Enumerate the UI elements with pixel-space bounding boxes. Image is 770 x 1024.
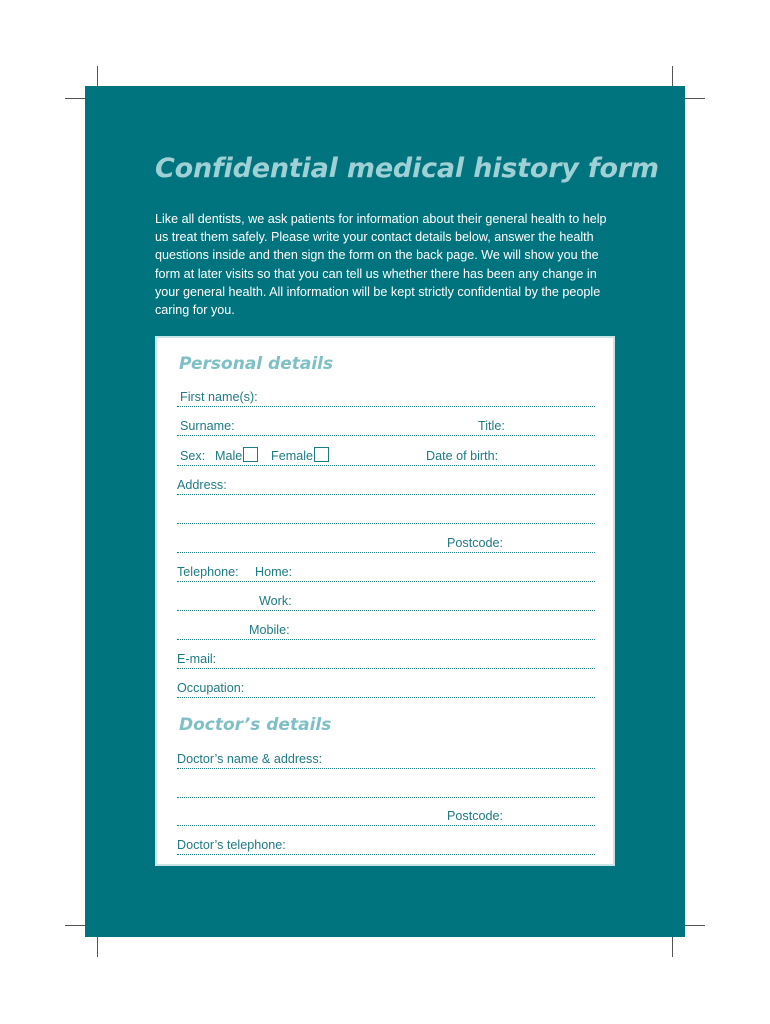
- sex-label: Sex:: [180, 449, 206, 463]
- doctor-address-line-2[interactable]: [177, 775, 595, 798]
- email-field[interactable]: [177, 646, 595, 669]
- telephone-work-field[interactable]: [177, 588, 595, 611]
- occupation-field[interactable]: [177, 675, 595, 698]
- surname-title-field[interactable]: [177, 413, 595, 436]
- mobile-label: Mobile:: [249, 623, 290, 637]
- occupation-label: Occupation:: [177, 681, 245, 695]
- crop-mark: [685, 98, 705, 99]
- male-checkbox[interactable]: [243, 447, 258, 462]
- personal-details-heading: Personal details: [179, 354, 334, 374]
- surname-label: Surname:: [180, 419, 235, 433]
- doctor-name-address-field[interactable]: [177, 746, 595, 769]
- work-label: Work:: [259, 594, 292, 608]
- crop-mark: [97, 66, 98, 86]
- telephone-mobile-field[interactable]: [177, 617, 595, 640]
- address-label: Address:: [177, 478, 227, 492]
- male-label: Male: [215, 449, 243, 463]
- postcode-label: Postcode:: [447, 536, 504, 550]
- doctor-telephone-label: Doctor’s telephone:: [177, 838, 286, 852]
- crop-mark: [97, 937, 98, 957]
- dob-label: Date of birth:: [426, 449, 499, 463]
- male-option[interactable]: [215, 447, 258, 463]
- crop-mark: [672, 937, 673, 957]
- doctor-details-heading: Doctor’s details: [179, 715, 332, 735]
- first-name-field[interactable]: [177, 384, 595, 407]
- female-label: Female: [271, 449, 313, 463]
- doctor-postcode-field[interactable]: [177, 803, 595, 826]
- first-name-label: First name(s):: [180, 390, 258, 404]
- doctor-name-address-label: Doctor’s name & address:: [177, 752, 323, 766]
- email-label: E-mail:: [177, 652, 217, 666]
- crop-mark: [65, 98, 85, 99]
- crop-mark: [65, 925, 85, 926]
- home-label: Home:: [255, 565, 293, 579]
- address-line-2[interactable]: [177, 501, 595, 524]
- crop-mark: [685, 925, 705, 926]
- female-checkbox[interactable]: [314, 447, 329, 462]
- address-field[interactable]: [177, 472, 595, 495]
- doctor-telephone-field[interactable]: [177, 832, 595, 855]
- sex-dob-field[interactable]: [177, 443, 595, 466]
- telephone-label: Telephone:: [177, 565, 239, 579]
- intro-paragraph: Like all dentists, we ask patients for information about their general health to help us treat them safely. Please write your contact details below, answer the health questions inside and then sign the form on the back page. We will show you the form at later visits so that you can tell us whether there has been any change in your general health. All information will be kept strictly confidential by the people caring for you.: [155, 212, 607, 318]
- title-label: Title:: [478, 419, 505, 433]
- address-postcode-field[interactable]: [177, 530, 595, 553]
- doctor-postcode-label: Postcode:: [447, 809, 504, 823]
- details-card: [155, 336, 615, 866]
- telephone-home-field[interactable]: [177, 559, 595, 582]
- form-title: Confidential medical history form: [155, 153, 659, 184]
- crop-mark: [672, 66, 673, 86]
- female-option[interactable]: [271, 447, 329, 463]
